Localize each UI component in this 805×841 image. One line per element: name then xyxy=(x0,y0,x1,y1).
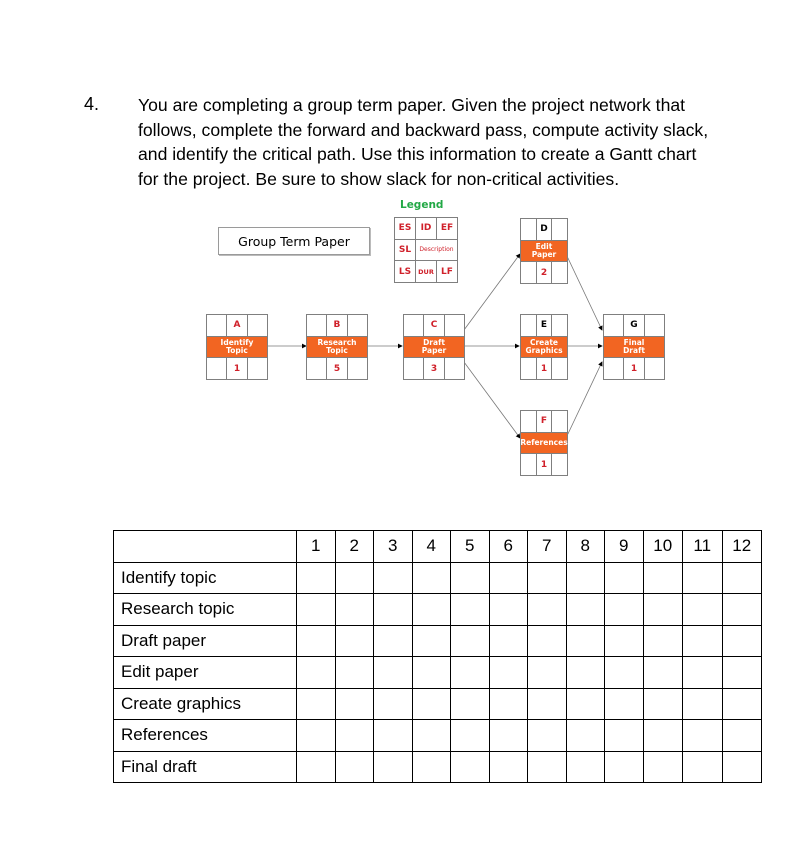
gantt-cell[interactable] xyxy=(643,657,683,689)
gantt-corner-cell xyxy=(114,531,297,563)
gantt-cell[interactable] xyxy=(605,688,644,720)
gantt-cell[interactable] xyxy=(566,720,605,752)
gantt-cell[interactable] xyxy=(374,594,413,626)
activity-duration: 1 xyxy=(537,454,552,475)
gantt-cell[interactable] xyxy=(412,594,451,626)
activity-description: Draft Paper xyxy=(404,337,464,358)
arrow-d-g xyxy=(566,254,602,330)
gantt-cell[interactable] xyxy=(722,625,762,657)
gantt-cell[interactable] xyxy=(374,562,413,594)
legend-node xyxy=(394,217,458,283)
activity-id: E xyxy=(537,315,552,336)
gantt-cell[interactable] xyxy=(412,562,451,594)
gantt-cell[interactable] xyxy=(643,688,683,720)
gantt-row xyxy=(114,657,762,689)
activity-id: B xyxy=(327,315,346,336)
gantt-cell[interactable] xyxy=(566,594,605,626)
gantt-cell[interactable] xyxy=(412,625,451,657)
legend-es: ES xyxy=(395,218,415,239)
gantt-cell[interactable] xyxy=(566,751,605,783)
period-header: 3 xyxy=(374,531,413,563)
gantt-cell[interactable] xyxy=(297,562,336,594)
gantt-cell[interactable] xyxy=(489,688,528,720)
gantt-cell[interactable] xyxy=(566,657,605,689)
gantt-cell[interactable] xyxy=(374,625,413,657)
gantt-row-label: Research topic xyxy=(114,594,297,626)
gantt-cell[interactable] xyxy=(335,751,374,783)
activity-description: References xyxy=(521,433,567,454)
gantt-cell[interactable] xyxy=(489,751,528,783)
legend-dur: DUR xyxy=(416,261,436,282)
activity-description: Research Topic xyxy=(307,337,367,358)
period-header: 12 xyxy=(722,531,762,563)
legend-title: Legend xyxy=(400,199,444,211)
gantt-cell[interactable] xyxy=(451,751,490,783)
gantt-cell[interactable] xyxy=(722,688,762,720)
gantt-cell[interactable] xyxy=(683,688,723,720)
gantt-cell[interactable] xyxy=(412,720,451,752)
gantt-cell[interactable] xyxy=(489,625,528,657)
period-header: 4 xyxy=(412,531,451,563)
activity-duration: 1 xyxy=(624,358,643,379)
gantt-cell[interactable] xyxy=(528,594,567,626)
period-header: 8 xyxy=(566,531,605,563)
gantt-row xyxy=(114,594,762,626)
gantt-cell[interactable] xyxy=(528,625,567,657)
question-line: for the project. Be sure to show slack for non-critical activities. xyxy=(138,168,620,189)
gantt-row xyxy=(114,751,762,783)
gantt-cell[interactable] xyxy=(451,562,490,594)
gantt-row xyxy=(114,688,762,720)
gantt-cell[interactable] xyxy=(451,594,490,626)
gantt-row-label: Draft paper xyxy=(114,625,297,657)
arrow-f-g xyxy=(566,362,602,438)
activity-duration: 2 xyxy=(537,262,552,283)
activity-duration: 1 xyxy=(537,358,552,379)
gantt-cell[interactable] xyxy=(643,594,683,626)
period-header: 6 xyxy=(489,531,528,563)
activity-node-c xyxy=(403,314,465,380)
gantt-cell[interactable] xyxy=(412,688,451,720)
activity-node-e xyxy=(520,314,568,380)
gantt-cell[interactable] xyxy=(335,562,374,594)
gantt-cell[interactable] xyxy=(683,751,723,783)
gantt-cell[interactable] xyxy=(297,720,336,752)
gantt-cell[interactable] xyxy=(335,594,374,626)
gantt-row-label: References xyxy=(114,720,297,752)
activity-description: Final Draft xyxy=(604,337,664,358)
gantt-cell[interactable] xyxy=(722,657,762,689)
question-line: follows, complete the forward and backward pass, compute activity slack, xyxy=(138,119,709,140)
activity-node-f xyxy=(520,410,568,476)
gantt-cell[interactable] xyxy=(297,688,336,720)
activity-description: Identify Topic xyxy=(207,337,267,358)
gantt-row xyxy=(114,625,762,657)
gantt-cell[interactable] xyxy=(412,657,451,689)
activity-id: C xyxy=(424,315,443,336)
activity-id: F xyxy=(537,411,552,432)
gantt-cell[interactable] xyxy=(566,562,605,594)
activity-node-g xyxy=(603,314,665,380)
gantt-cell[interactable] xyxy=(605,720,644,752)
gantt-header-row xyxy=(114,531,762,563)
gantt-row-label: Edit paper xyxy=(114,657,297,689)
gantt-cell[interactable] xyxy=(683,625,723,657)
gantt-cell[interactable] xyxy=(374,751,413,783)
gantt-cell[interactable] xyxy=(451,657,490,689)
question-number: 4. xyxy=(84,94,100,114)
activity-description: Edit Paper xyxy=(521,241,567,262)
gantt-cell[interactable] xyxy=(528,688,567,720)
legend-id: ID xyxy=(416,218,436,239)
gantt-cell[interactable] xyxy=(528,720,567,752)
period-header: 7 xyxy=(528,531,567,563)
gantt-cell[interactable] xyxy=(528,751,567,783)
gantt-row xyxy=(114,720,762,752)
gantt-cell[interactable] xyxy=(335,625,374,657)
gantt-cell[interactable] xyxy=(528,657,567,689)
gantt-cell[interactable] xyxy=(528,562,567,594)
gantt-cell[interactable] xyxy=(683,657,723,689)
gantt-cell[interactable] xyxy=(683,594,723,626)
gantt-cell[interactable] xyxy=(335,720,374,752)
arrow-c-d xyxy=(464,254,520,330)
gantt-cell[interactable] xyxy=(605,594,644,626)
activity-id: D xyxy=(537,219,552,240)
gantt-cell[interactable] xyxy=(489,720,528,752)
gantt-cell[interactable] xyxy=(605,751,644,783)
period-header: 10 xyxy=(643,531,683,563)
gantt-cell[interactable] xyxy=(722,562,762,594)
gantt-cell[interactable] xyxy=(489,594,528,626)
gantt-cell[interactable] xyxy=(605,625,644,657)
gantt-cell[interactable] xyxy=(489,562,528,594)
activity-id: A xyxy=(227,315,246,336)
legend-ls: LS xyxy=(395,261,415,282)
gantt-cell[interactable] xyxy=(297,751,336,783)
gantt-cell[interactable] xyxy=(297,657,336,689)
gantt-cell[interactable] xyxy=(722,751,762,783)
gantt-cell[interactable] xyxy=(683,720,723,752)
gantt-cell[interactable] xyxy=(297,625,336,657)
gantt-cell[interactable] xyxy=(566,625,605,657)
gantt-cell[interactable] xyxy=(605,657,644,689)
legend-ef: EF xyxy=(437,218,457,239)
gantt-cell[interactable] xyxy=(683,562,723,594)
gantt-cell[interactable] xyxy=(722,720,762,752)
gantt-cell[interactable] xyxy=(643,720,683,752)
period-header: 11 xyxy=(683,531,723,563)
gantt-cell[interactable] xyxy=(451,625,490,657)
gantt-row-label: Create graphics xyxy=(114,688,297,720)
period-header: 5 xyxy=(451,531,490,563)
gantt-cell[interactable] xyxy=(374,720,413,752)
question-line: You are completing a group term paper. Given the project network that xyxy=(138,95,686,115)
gantt-cell[interactable] xyxy=(374,657,413,689)
activity-node-b xyxy=(306,314,368,380)
diagram-title: Group Term Paper xyxy=(218,227,370,255)
gantt-cell[interactable] xyxy=(489,657,528,689)
activity-duration: 5 xyxy=(327,358,346,379)
gantt-cell[interactable] xyxy=(643,751,683,783)
activity-id: G xyxy=(624,315,643,336)
period-header: 1 xyxy=(297,531,336,563)
question-line: and identify the critical path. Use this information to create a Gantt chart xyxy=(138,144,697,164)
gantt-cell[interactable] xyxy=(643,625,683,657)
legend-lf: LF xyxy=(437,261,457,282)
gantt-cell[interactable] xyxy=(374,688,413,720)
gantt-cell[interactable] xyxy=(722,594,762,626)
period-header: 9 xyxy=(605,531,644,563)
gantt-cell[interactable] xyxy=(412,751,451,783)
gantt-row xyxy=(114,562,762,594)
gantt-cell[interactable] xyxy=(643,562,683,594)
activity-duration: 3 xyxy=(424,358,443,379)
activity-description: Create Graphics xyxy=(521,337,567,358)
gantt-cell[interactable] xyxy=(566,688,605,720)
gantt-row-label: Identify topic xyxy=(114,562,297,594)
gantt-chart-table xyxy=(113,530,762,783)
activity-node-d xyxy=(520,218,568,284)
gantt-cell[interactable] xyxy=(335,657,374,689)
activity-node-a xyxy=(206,314,268,380)
gantt-cell[interactable] xyxy=(451,720,490,752)
legend-description: Description xyxy=(416,240,457,261)
period-header: 2 xyxy=(335,531,374,563)
gantt-cell[interactable] xyxy=(335,688,374,720)
arrow-c-f xyxy=(464,362,520,438)
gantt-cell[interactable] xyxy=(297,594,336,626)
legend-sl: SL xyxy=(395,240,415,261)
gantt-cell[interactable] xyxy=(451,688,490,720)
activity-duration: 1 xyxy=(227,358,246,379)
gantt-cell[interactable] xyxy=(605,562,644,594)
gantt-row-label: Final draft xyxy=(114,751,297,783)
